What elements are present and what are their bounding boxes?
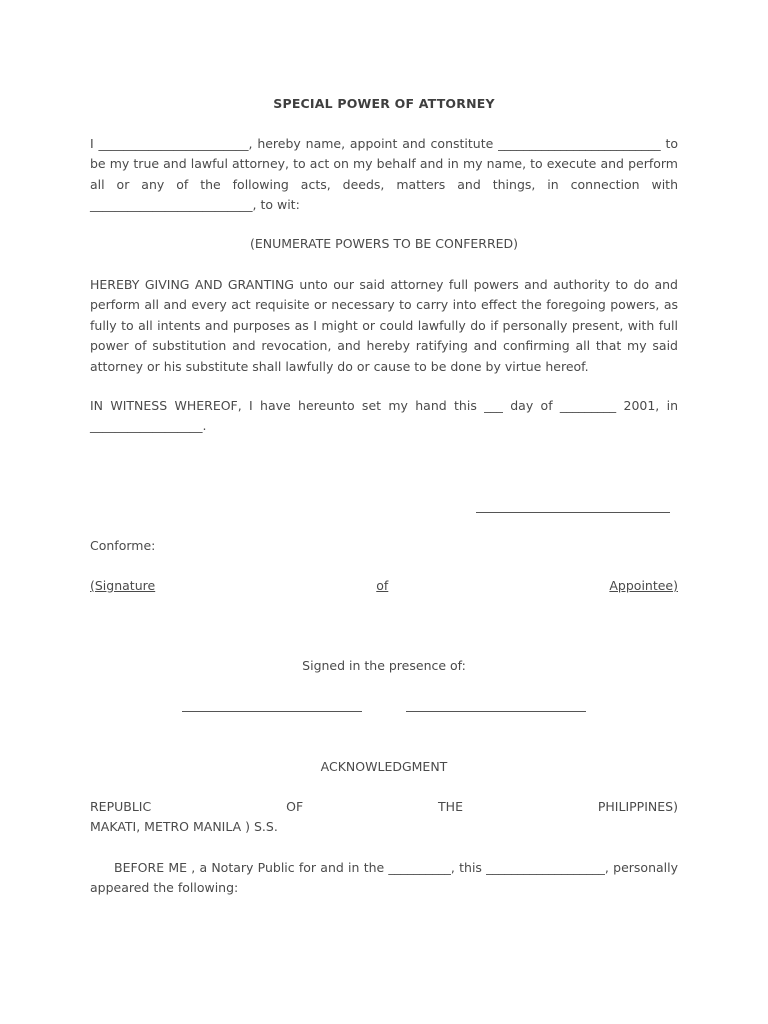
republic-text: REPUBLIC: [90, 799, 152, 814]
of-text: OF: [286, 799, 304, 814]
intro-paragraph: [90, 134, 678, 216]
principal-signature-line: [476, 512, 670, 513]
conforme-label: Conforme:: [90, 538, 156, 553]
makati-venue: MAKATI, METRO MANILA ) S.S.: [90, 819, 278, 834]
signature-right-text: Appointee): [609, 578, 678, 593]
the-text: THE: [438, 799, 463, 814]
signature-mid-text: of: [376, 578, 389, 593]
before-me-text: BEFORE ME , a Notary Public for and in the __________, this ___________________, personally appeared the following:: [90, 860, 678, 896]
witness-paragraph: [90, 396, 678, 437]
witness-signature-line-1: [182, 711, 362, 712]
appointee-signature-row: [90, 578, 678, 593]
republic-row: [90, 799, 678, 814]
signature-left-text: (Signature: [90, 578, 156, 593]
enumerate-powers: (ENUMERATE POWERS TO BE CONFERRED): [249, 236, 519, 251]
witness-signature-line-2: [406, 711, 586, 712]
granting-paragraph: [90, 275, 678, 377]
philippines-text: PHILIPPINES): [597, 799, 678, 814]
granting-text: HEREBY GIVING AND GRANTING unto our said attorney full powers and authority to do and perform all and every act requisite or necessary to carry into effect the foregoing powers, as fully to all intents and purposes as I might or could lawfully do if personally present, with full power of substitution and revocation, and hereby ratifying and confirming all that my said attorney or his substitute shall lawfully do or cause to be done by virtue hereof.: [90, 277, 678, 374]
document-title: SPECIAL POWER OF ATTORNEY: [273, 96, 495, 111]
before-me-paragraph: [90, 858, 678, 899]
witness-text: IN WITNESS WHEREOF, I have hereunto set my hand this ___ day of _________ 2001, in __________________.: [90, 398, 678, 434]
intro-text: I ________________________, hereby name, appoint and constitute __________________________ to be my true and lawful attorney, to act on my behalf and in my name, to execute and perform all or any of the following acts, deeds, matters and things, in connection with __________________________, to wit:: [90, 136, 678, 213]
signed-presence-label: Signed in the presence of:: [302, 658, 466, 673]
acknowledgment-heading: ACKNOWLEDGMENT: [320, 759, 448, 774]
